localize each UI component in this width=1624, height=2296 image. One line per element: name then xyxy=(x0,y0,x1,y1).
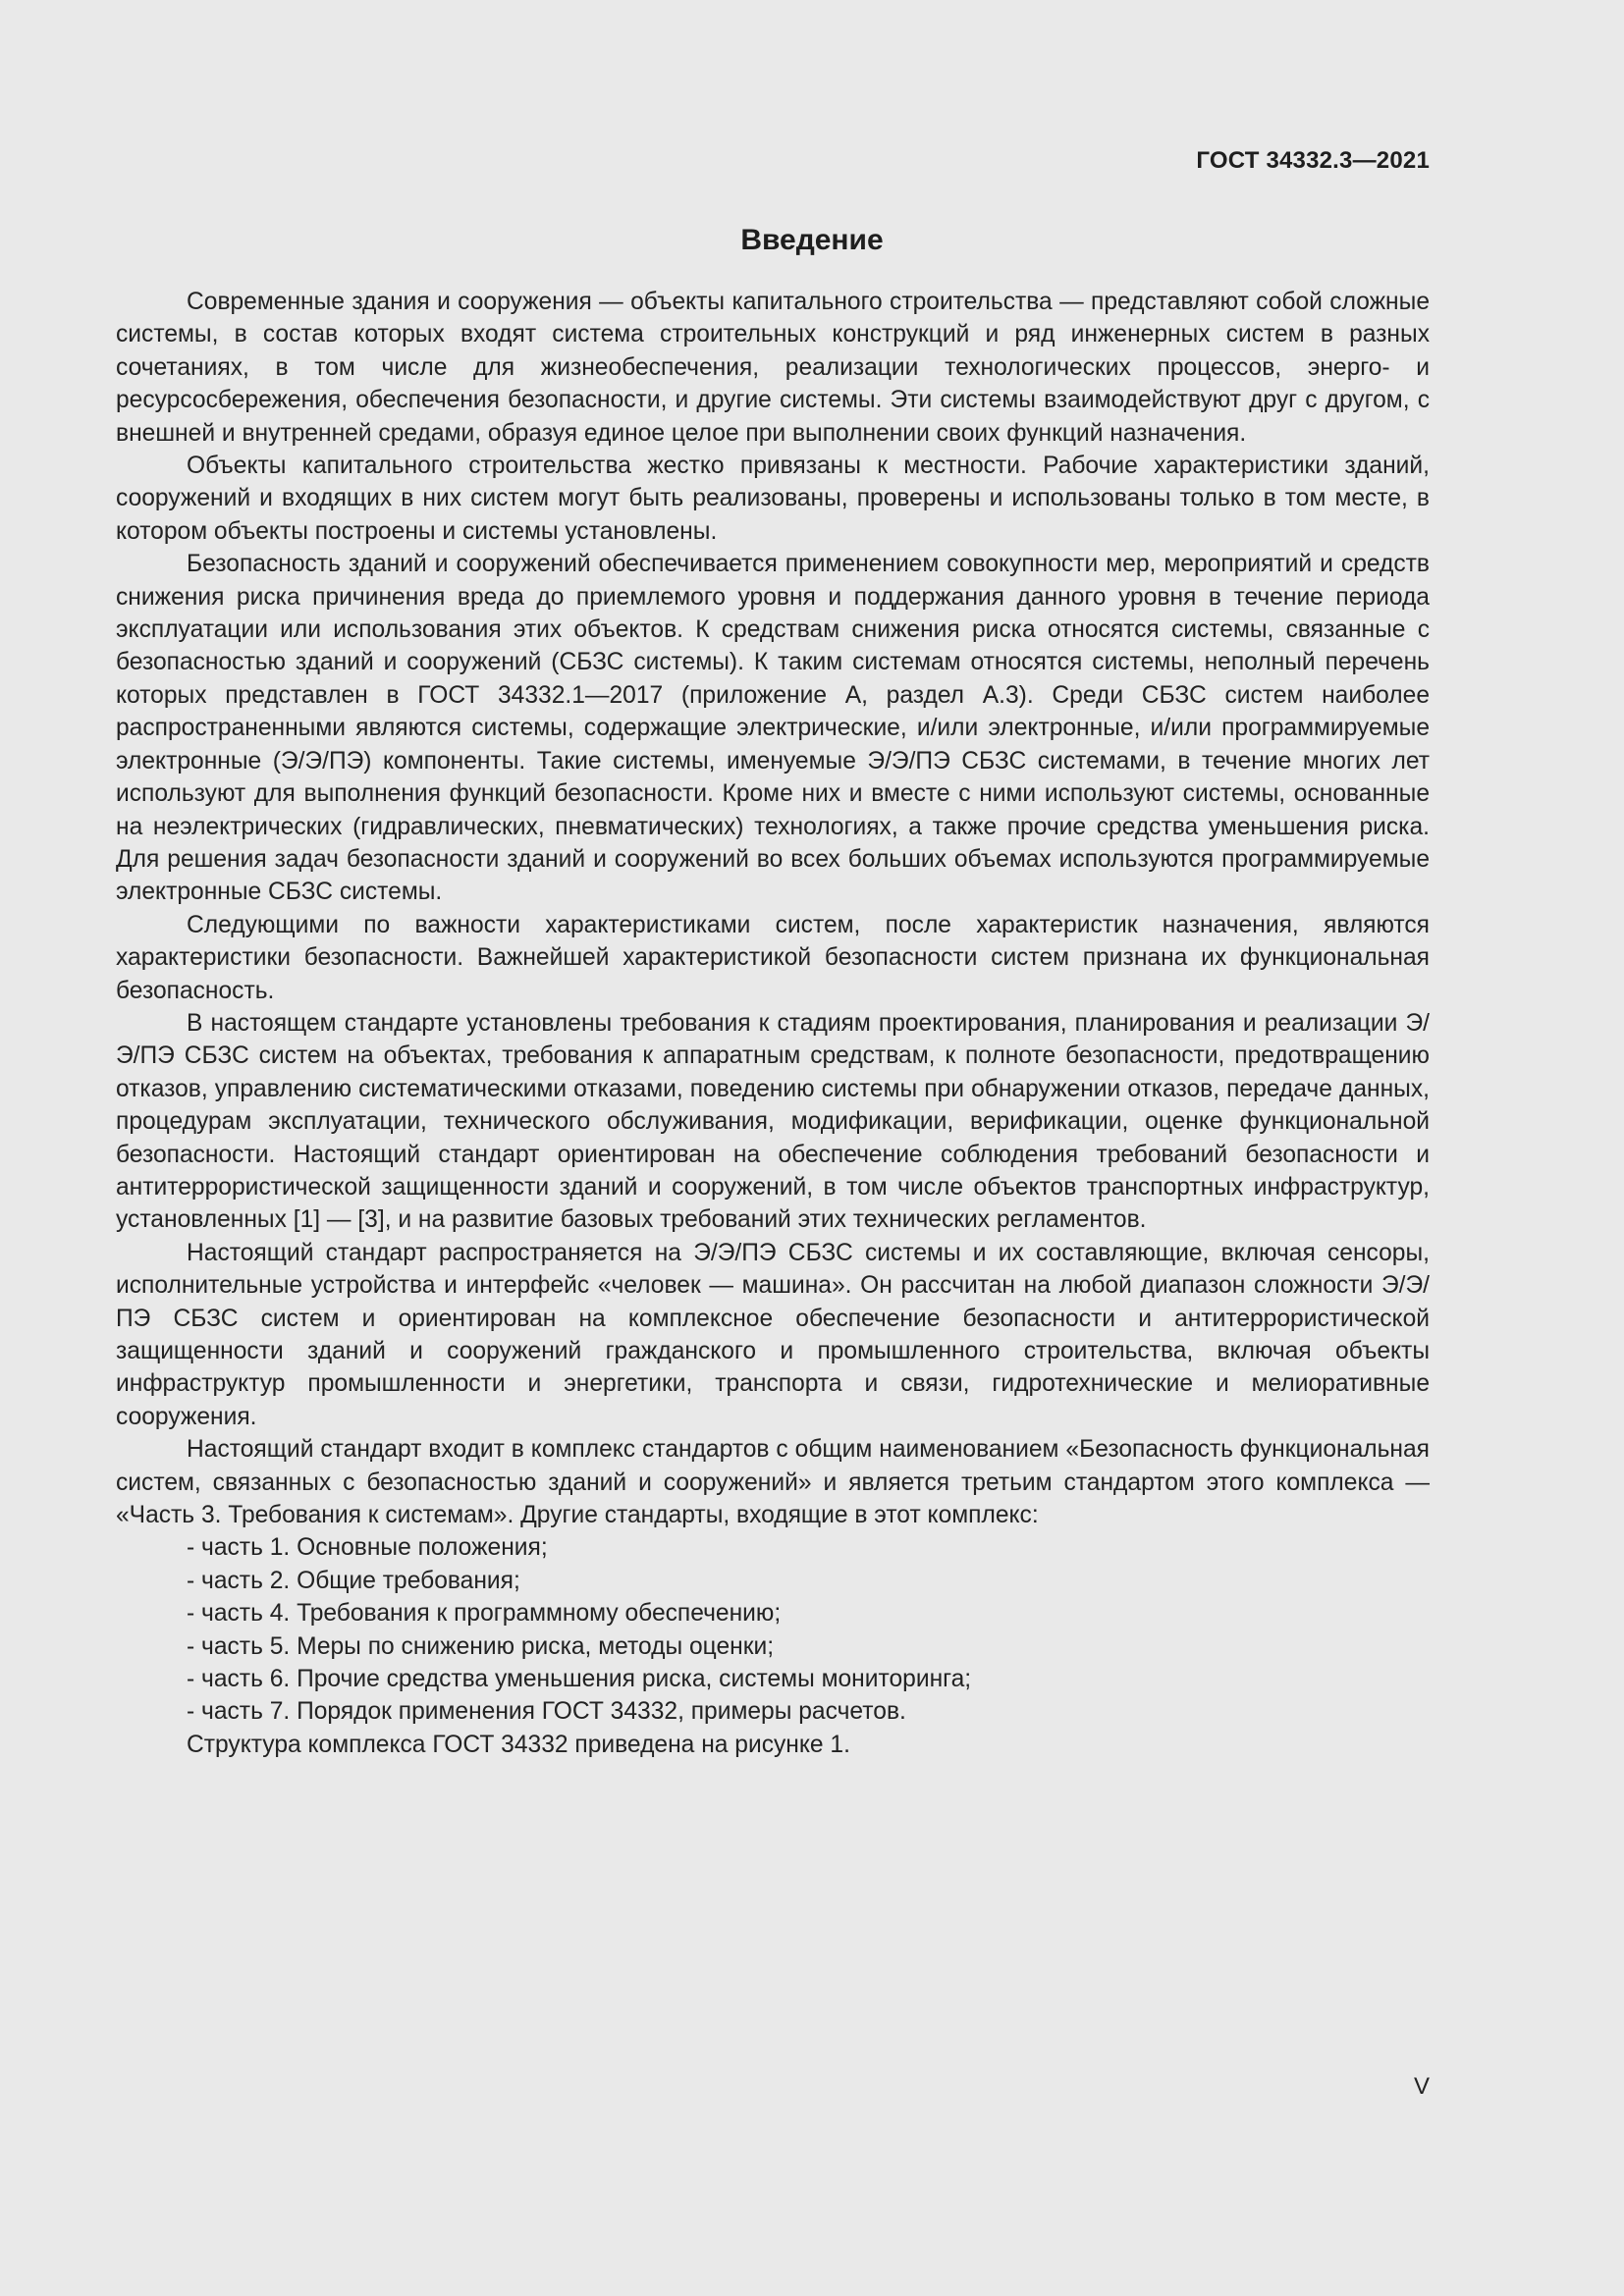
standard-code-header: ГОСТ 34332.3—2021 xyxy=(1196,147,1430,174)
paragraph-3: Безопасность зданий и сооружений обеспечивается применением совокупности мер, мероприятий и средств снижения риска причинения вреда до приемлемого уровня и поддержания данного уровня в течение периода эксплуатации или использования этих объектов. К средствам снижения риска относятся системы, связанные с безопасностью зданий и сооружений (СБЗС системы). К таким системам относятся системы, неполный перечень которых представлен в ГОСТ 34332.1—2017 (приложение А, раздел А.3). Среди СБЗС систем наиболее распространенными являются системы, содержащие электрические, и/или электронные, и/или программируемые электронные (Э/Э/ПЭ) компоненты. Такие системы, именуемые Э/Э/ПЭ СБЗС системами, в течение многих лет используют для выполнения функций безопасности. Кроме них и вместе с ними используют системы, основанные на неэлектрических (гидравлических, пневматических) технологиях, а также прочие средства уменьшения риска. Для решения задач безопасности зданий и сооружений во всех больших объемах используются программируемые электронные СБЗС системы. xyxy=(116,551,1430,906)
list-item: - часть 7. Порядок применения ГОСТ 34332, примеры расчетов. xyxy=(187,1698,906,1726)
list-item: - часть 1. Основные положения; xyxy=(187,1534,548,1562)
paragraph-7: Настоящий стандарт входит в комплекс стандартов с общим наименованием «Безопасность функциональная систем, связанных с безопасностью зданий и сооружений» и является третьим стандартом этого комплекса — «Часть 3. Требования к системам». Другие стандарты, входящие в этот комплекс: xyxy=(116,1436,1430,1529)
paragraph-5: В настоящем стандарте установлены требования к стадиям проектирования, планирования и реализации Э/Э/ПЭ СБЗС систем на объектах, требования к аппаратным средствам, к полноте безопасности, предотвращению отказов, управлению систематическими отказами, поведению системы при обнаружении отказов, передаче данных, процедурам эксплуатации, технического обслуживания, модификации, верификации, оценке функциональной безопасности. Настоящий стандарт ориентирован на обеспечение соблюдения требований безопасности и антитеррористической защищенности зданий и сооружений, в том числе объектов транспортных инфраструктур, установленных [1] — [3], и на развитие базовых требований этих технических регламентов. xyxy=(116,1009,1430,1234)
paragraph-1: Современные здания и сооружения — объекты капитального строительства — представляют собой сложные системы, в состав которых входят система строительных конструкций и ряд инженерных систем в разных сочетаниях, в том числе для жизнеобеспечения, реализации технологических процессов, энерго- и ресурсосбережения, обеспечения безопасности, и другие системы. Эти системы взаимодействуют друг с другом, с внешней и внутренней средами, образуя единое целое при выполнении своих функций назначения. xyxy=(116,289,1430,447)
closing-paragraph: Структура комплекса ГОСТ 34332 приведена на рисунке 1. xyxy=(187,1731,850,1758)
list-item: - часть 4. Требования к программному обеспечению; xyxy=(187,1600,782,1628)
page-title: Введение xyxy=(740,224,884,256)
paragraph-6: Настоящий стандарт распространяется на Э/Э/ПЭ СБЗС системы и их составляющие, включая сенсоры, исполнительные устройства и интерфейс «человек — машина». Он рассчитан на любой диапазон сложности Э/Э/ПЭ СБЗС систем и ориентирован на комплексное обеспечение безопасности и антитеррористической защищенности зданий и сооружений гражданского и промышленного строительства, включая объекты инфраструктур промышленности и энергетики, транспорта и связи, гидротехнические и мелиоративные сооружения. xyxy=(116,1239,1430,1430)
list-item: - часть 6. Прочие средства уменьшения риска, системы мониторинга; xyxy=(187,1666,972,1693)
body-text xyxy=(116,286,1430,1761)
standards-part-list xyxy=(116,1531,1430,1728)
paragraph-2: Объекты капитального строительства жестко привязаны к местности. Рабочие характеристики зданий, сооружений и входящих в них систем могут быть реализованы, проверены и использованы только в том месте, в котором объекты построены и системы установлены. xyxy=(116,453,1430,545)
list-item: - часть 5. Меры по снижению риска, методы оценки; xyxy=(187,1632,775,1660)
paragraph-4: Следующими по важности характеристиками систем, после характеристик назначения, являются характеристики безопасности. Важнейшей характеристикой безопасности систем признана их функциональная безопасность. xyxy=(116,911,1430,1004)
list-item: - часть 2. Общие требования; xyxy=(187,1567,520,1594)
page-number: V xyxy=(1413,2073,1430,2100)
